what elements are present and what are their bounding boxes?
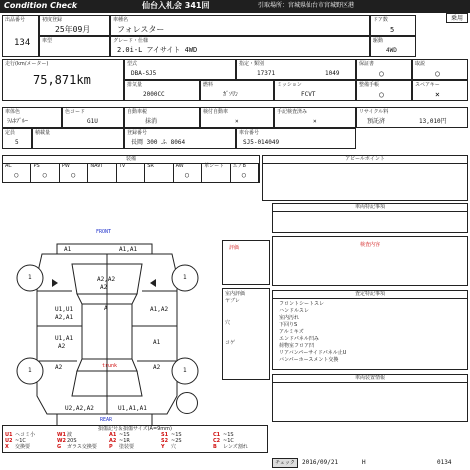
equipment-item bbox=[145, 163, 173, 182]
maintenance-value: ○ bbox=[379, 90, 384, 99]
equipment-label: NAVI bbox=[90, 163, 103, 169]
fuel: ｶﾞｿﾘﾝ bbox=[223, 91, 239, 98]
equipment-item bbox=[202, 163, 230, 182]
equipment-label: SR bbox=[147, 163, 154, 169]
inspector-note-line: バンパーホースメント交換 bbox=[279, 357, 339, 363]
inspector-note-line: エンドパネル凹み bbox=[279, 336, 319, 342]
first-registration: 25年09月 bbox=[55, 25, 91, 34]
fuel-box: 燃料 ｶﾞｿﾘﾝ bbox=[200, 80, 274, 101]
equipment-label: AC bbox=[5, 163, 12, 169]
legend-key: A1 bbox=[109, 432, 117, 438]
damage-ld4: A2 bbox=[58, 343, 66, 350]
lot-number-box: 出品番号 134 bbox=[2, 15, 39, 57]
color-box: 車体色 ﾗﾑﾈﾌﾞﾙｰ bbox=[2, 107, 62, 128]
damage-rd1: A1,A2 bbox=[150, 306, 169, 313]
check-label: チェック bbox=[272, 458, 298, 468]
legend-value: ~1R bbox=[119, 438, 130, 444]
legend-value: レンズ割れ bbox=[223, 444, 248, 450]
tire-rr: 1 bbox=[183, 367, 187, 374]
interior-detail-box: 室内評価 ヤブレ 穴 コゲ bbox=[222, 288, 270, 380]
equipment-label: AW bbox=[175, 163, 184, 169]
mileage-box: 走行(km/メーター) 75,871km bbox=[2, 59, 124, 101]
damage-rr: A2 bbox=[153, 364, 161, 371]
legend-value: ~2S bbox=[171, 438, 182, 444]
damage-lr: A2 bbox=[55, 364, 63, 371]
equipment-item bbox=[231, 163, 259, 182]
inspector-note-line: 下回りS bbox=[279, 322, 298, 328]
legend-value: 塗装要 bbox=[119, 444, 135, 450]
manual-value: ○ bbox=[435, 69, 440, 78]
warranty-box: 保証書 ○ bbox=[356, 59, 412, 80]
tire-fr: 1 bbox=[183, 274, 187, 281]
equipment-label: TV bbox=[118, 163, 126, 169]
legend-key: U1 bbox=[5, 432, 13, 438]
equipment-item bbox=[31, 163, 59, 182]
type-box: 型式 DBA-SJ5 bbox=[124, 59, 236, 80]
inspection-box: 検付自動車 × bbox=[200, 107, 274, 128]
legend-key: G bbox=[57, 444, 62, 450]
inspection-value: × bbox=[235, 118, 239, 125]
check-date: 2016/09/21 bbox=[302, 459, 339, 466]
footer-code: 0134 bbox=[437, 459, 452, 466]
equipment-item bbox=[174, 163, 202, 182]
recycle-status: 預託済 bbox=[367, 118, 386, 125]
equipment-value: ○ bbox=[14, 171, 19, 179]
legend-key: C1 bbox=[213, 432, 221, 438]
doors-box: ドア数 5 bbox=[370, 15, 416, 36]
spare-key-value: × bbox=[435, 90, 440, 99]
legend-value: 穴 bbox=[171, 444, 177, 450]
equipment-item bbox=[88, 163, 116, 182]
legend-key: W2 bbox=[57, 438, 66, 444]
equipment-label: PW bbox=[61, 163, 70, 169]
header-bar bbox=[0, 0, 470, 13]
legend-value: ~1S bbox=[119, 432, 130, 438]
equipment-box: 装備 AC ○ PS ○ PW ○ NAVI TV SR AW ○ 革シート エアB ○ bbox=[2, 155, 260, 183]
mirror-left bbox=[52, 279, 58, 287]
legend-key: S2 bbox=[161, 438, 169, 444]
damage-f1: A1 bbox=[64, 246, 72, 253]
mission: FCVT bbox=[301, 91, 316, 98]
tax-status: 抹消 bbox=[145, 118, 158, 125]
brand-title: Condition Check bbox=[4, 1, 78, 10]
equipment-label: 革シート bbox=[204, 163, 225, 169]
designation-number: 17371 bbox=[257, 70, 276, 77]
inspector-note-line: 室内汚れ bbox=[279, 315, 300, 321]
vehicle-info-box: 車両装置情報 bbox=[272, 374, 468, 422]
manual-box: 取説 ○ bbox=[412, 59, 468, 80]
chassis-box: 車型 bbox=[39, 36, 110, 57]
grade: 2.0i-L アイサイト 4WD bbox=[117, 46, 198, 54]
equipment-item bbox=[3, 163, 31, 182]
designation-box: 指定・類別 17371 1049 bbox=[236, 59, 356, 80]
equipment-label: PS bbox=[33, 163, 40, 169]
category-badge: 乗用 bbox=[446, 13, 468, 23]
legend-key: A2 bbox=[109, 438, 117, 444]
legend-value: ガラス交換要 bbox=[67, 444, 97, 450]
capacity: 5 bbox=[15, 139, 19, 146]
warranty-value: ○ bbox=[379, 69, 384, 78]
tire-rl: 1 bbox=[28, 367, 32, 374]
tax-box: 自動車税 抹消 bbox=[124, 107, 200, 128]
damage-r1: U2,A2,A2 bbox=[65, 405, 94, 412]
inspector-code: H bbox=[362, 459, 366, 466]
damage-hood-2: A2 bbox=[100, 284, 108, 291]
equipment-item bbox=[60, 163, 88, 182]
plate-box: 登録番号 長岡 300 ふ 8064 bbox=[124, 128, 236, 149]
pickup-location: 引取場所：宮城県仙台市宮城野区港 bbox=[258, 2, 355, 9]
maintenance-box: 整備手帳 ○ bbox=[356, 80, 412, 101]
color-code-box: 色コード G1U bbox=[62, 107, 124, 128]
recycle-fee: 13,010円 bbox=[419, 118, 447, 125]
doors: 5 bbox=[390, 26, 395, 34]
equipment-value: ○ bbox=[71, 171, 76, 179]
rear-label: REAR bbox=[100, 417, 113, 423]
vin: SJ5-014049 bbox=[243, 139, 280, 146]
damage-r2: U1,A1,A1 bbox=[118, 405, 147, 412]
legend-value: 20S bbox=[67, 438, 77, 444]
drive-box: 駆動 4WD bbox=[370, 36, 416, 57]
interior-eval-box: 評価 bbox=[222, 240, 270, 285]
vehicle-notes-box: 車両特記事項 bbox=[272, 203, 468, 233]
legend-value: ~1S bbox=[171, 432, 182, 438]
classification-number: 1049 bbox=[325, 70, 340, 77]
mission-box: ミッション FCVT bbox=[274, 80, 356, 101]
mirror-right bbox=[150, 279, 156, 287]
first-registration-box: 初度登録 25年09月 bbox=[39, 15, 110, 36]
load-box: 積載量 bbox=[32, 128, 124, 149]
recycle-box: リサイクル料 預託済 13,010円 bbox=[356, 107, 468, 128]
damage-rd2: A1 bbox=[153, 339, 161, 346]
legend-key: X bbox=[5, 444, 9, 450]
legend-key: C2 bbox=[213, 438, 221, 444]
doc-box: 手記検査済み × bbox=[274, 107, 356, 128]
equipment-label: エアB bbox=[232, 163, 246, 169]
color-code: G1U bbox=[87, 118, 98, 125]
damage-ld1: U1,U1 bbox=[55, 306, 74, 313]
grade-box: グレード・仕様 2.0i-L アイサイト 4WD bbox=[110, 36, 370, 57]
inspector-note-line: 荷物室フロア凹 bbox=[279, 343, 315, 349]
doc-value: × bbox=[313, 118, 317, 125]
damage-roof: A bbox=[104, 305, 108, 312]
vin-box: 車台番号 SJ5-014049 bbox=[236, 128, 356, 149]
damage-hood: A2,A2 bbox=[97, 276, 116, 283]
drive: 4WD bbox=[386, 47, 397, 54]
damage-ld2: A2,A1 bbox=[55, 314, 74, 321]
inspector-note-line: アルミキズ bbox=[279, 329, 304, 335]
appeal-box: アピールポイント bbox=[262, 155, 468, 201]
legend-key: W1 bbox=[57, 432, 66, 438]
legend-key: B bbox=[213, 444, 217, 450]
legend-value: 交換要 bbox=[15, 444, 31, 450]
inspector-notes-box: 査定特記事項 フロントシートスレ ハンドルスレ 室内汚れ 下回りS アルミキズ エンドパネル凹み 荷物室フロア凹 リアバンパーサイドパネル止U バンパーホースメント交換 bbox=[272, 290, 468, 370]
damage-legend: 損傷記号＆損傷サイズ(A=9mm) U1 ヘコミ小 W1 波 A1 ~1S S1 ~1S C1 ~1S U2 ~1C W2 20S A2 ~1R S2 ~2S C2 ~1C X 交換要 G ガラス交換要 P 塗装要 Y 穴 B レンズ割れ bbox=[2, 425, 268, 453]
legend-value: 波 bbox=[67, 432, 73, 438]
model-name: フォレスター bbox=[117, 25, 165, 34]
body-color: ﾗﾑﾈﾌﾞﾙｰ bbox=[7, 118, 29, 125]
mileage: 75,871km bbox=[33, 73, 91, 87]
capacity-box: 定員 5 bbox=[2, 128, 32, 149]
legend-key: U2 bbox=[5, 438, 13, 444]
tire-fl: 1 bbox=[28, 274, 32, 281]
model-type: DBA-SJ5 bbox=[131, 70, 157, 77]
footer-bar bbox=[272, 458, 468, 468]
legend-value: ~1C bbox=[223, 438, 234, 444]
inspector-note-line: フロントシートスレ bbox=[279, 301, 324, 307]
lot-number: 134 bbox=[14, 38, 31, 48]
equipment-value: ○ bbox=[241, 171, 246, 179]
inspection-content-box: 検査内容 bbox=[272, 236, 468, 286]
front-label: FRONT bbox=[96, 229, 112, 235]
displacement: 2000CC bbox=[143, 91, 165, 98]
inspector-note-line: リアバンパーサイドパネル止U bbox=[279, 350, 347, 356]
legend-key: Y bbox=[161, 444, 165, 450]
legend-value: ~1S bbox=[223, 432, 234, 438]
trunk-label: trunk bbox=[102, 363, 118, 369]
auction-title: 仙台入札会 341回 bbox=[142, 1, 210, 10]
inspector-note-line: ハンドルスレ bbox=[279, 308, 309, 314]
equipment-value: ○ bbox=[184, 171, 190, 179]
plate-number: 長岡 300 ふ 8064 bbox=[131, 139, 186, 146]
equipment-value: ○ bbox=[42, 171, 47, 179]
front-bumper bbox=[57, 244, 152, 254]
displacement-box: 排気量 2000CC bbox=[124, 80, 200, 101]
legend-value: ヘコミ小 bbox=[15, 432, 36, 438]
damage-ld3: U1,A1 bbox=[55, 335, 74, 342]
damage-f2: A1,A1 bbox=[119, 246, 138, 253]
legend-key: S1 bbox=[161, 432, 169, 438]
legend-value: ~1C bbox=[15, 438, 26, 444]
legend-key: P bbox=[109, 444, 113, 450]
model-box: 車種名 フォレスター bbox=[110, 15, 370, 36]
spare-key-box: スペアキー × bbox=[412, 80, 468, 101]
spare-tire-icon bbox=[176, 392, 198, 414]
equipment-item bbox=[117, 163, 145, 182]
